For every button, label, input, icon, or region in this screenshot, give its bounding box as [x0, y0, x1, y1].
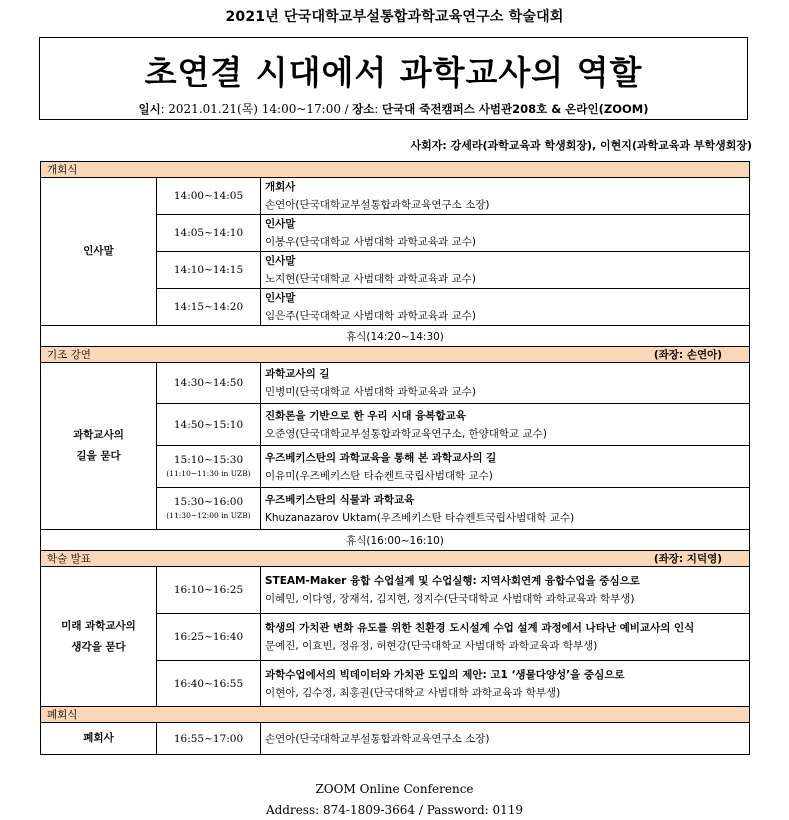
group-future-teacher: 미래 과학교사의 생각을 묻다: [41, 567, 157, 707]
event-info: 일시: 2021.01.21(목) 14:00~17:00 / 장소: 단국대 죽전캠퍼스 사범관208호 & 온라인(ZOOM): [138, 102, 649, 116]
group-teacher-path: 과학교사의 길을 묻다: [41, 363, 157, 530]
session-cell: 과학수업에서의 빅데이터와 가치관 도입의 제안: 고1 ‘생물다양성’을 중심으로 이현아, 김수정, 최홍권(단국대학교 사범대학 과학교육과 학부생): [261, 661, 750, 707]
time-cell: 15:30~16:00 (11:30~12:00 in UZB): [157, 488, 261, 530]
page-title: 초연결 시대에서 과학교사의 역할: [144, 53, 643, 92]
time-cell: 15:10~15:30 (11:10~11:30 in UZB): [157, 446, 261, 488]
section-keynote: 기조 강연 (좌장: 손연아): [41, 347, 750, 363]
date-value: 2021.01.21(목) 14:00~17:00: [168, 102, 341, 116]
time-cell: 16:40~16:55: [157, 661, 261, 707]
title-box: [39, 37, 748, 120]
break-row: 휴식(14:20~14:30): [41, 326, 750, 347]
time-cell: 14:00~14:05: [157, 178, 261, 215]
group-closing: 폐회사: [41, 723, 157, 755]
time-cell: 14:50~15:10: [157, 404, 261, 446]
time-cell: 16:25~16:40: [157, 614, 261, 661]
place-label: 장소: [352, 102, 375, 116]
section-presentation: 학술 발표 (좌장: 지덕영): [41, 551, 750, 567]
time-cell: 14:15~14:20: [157, 289, 261, 326]
break-row: 휴식(16:00~16:10): [41, 530, 750, 551]
time-cell: 14:10~14:15: [157, 252, 261, 289]
session-cell: 우즈베키스탄의 과학교육을 통해 본 과학교사의 길 이유미(우즈베키스탄 타슈켄트국립사범대학 교수): [261, 446, 750, 488]
time-cell: 16:10~16:25: [157, 567, 261, 614]
time-cell: 14:05~14:10: [157, 215, 261, 252]
program-table: [40, 161, 750, 755]
session-cell: 인사말 이봉우(단국대학교 사범대학 과학교육과 교수): [261, 215, 750, 252]
time-cell: 16:55~17:00: [157, 723, 261, 755]
place-value: 단국대 죽전캠퍼스 사범관208호 & 온라인(ZOOM): [381, 102, 649, 116]
info-separator: /: [344, 102, 349, 116]
section-opening: 개회식: [41, 162, 750, 178]
footer-address: Address: 874-1809-3664 / Password: 0119: [265, 803, 524, 817]
session-cell: 진화론을 기반으로 한 우리 시대 융복합교육 오준영(단국대학교부설통합과학교육연구소, 한양대학교 교수): [261, 404, 750, 446]
chair-label: (좌장: 지덕영): [653, 553, 723, 565]
section-closing: 폐회식: [41, 707, 750, 723]
session-cell: STEAM-Maker 융합 수업설계 및 수업실행: 지역사회연계 융합수업을 중심으로 이혜민, 이다영, 장재석, 김지현, 정지수(단국대학교 사범대학 과학교육과 학부생): [261, 567, 750, 614]
session-cell: 인사말 임은주(단국대학교 사범대학 과학교육과 교수): [261, 289, 750, 326]
event-heading: 2021년 단국대학교부설통합과학교육연구소 학술대회: [225, 9, 564, 25]
chair-label: (좌장: 손연아): [653, 349, 723, 361]
session-cell: 개회사 손연아(단국대학교부설통합과학교육연구소 소장): [261, 178, 750, 215]
footer-zoom: ZOOM Online Conference: [315, 782, 474, 796]
session-cell: 손연아(단국대학교부설통합과학교육연구소 소장): [261, 723, 750, 755]
group-greetings: 인사말: [41, 178, 157, 326]
date-label: 일시: [138, 102, 161, 116]
time-cell: 14:30~14:50: [157, 363, 261, 404]
session-cell: 인사말 노지현(단국대학교 사범대학 과학교육과 교수): [261, 252, 750, 289]
session-cell: 우즈베키스탄의 식물과 과학교육 Khuzanazarov Uktam(우즈베키스탄 타슈켄트국립사범대학 교수): [261, 488, 750, 530]
session-cell: 학생의 가치관 변화 유도를 위한 친환경 도시설계 수업 설계 과정에서 나타난 예비교사의 인식 문예진, 이효빈, 정유정, 허현강(단국대학교 사범대학 과학교육과 학부생): [261, 614, 750, 661]
session-cell: 과학교사의 길 민병미(단국대학교 사범대학 과학교육과 교수): [261, 363, 750, 404]
moderators: 사회자: 강세라(과학교육과 학생회장), 이현지(과학교육과 부학생회장): [410, 139, 752, 152]
